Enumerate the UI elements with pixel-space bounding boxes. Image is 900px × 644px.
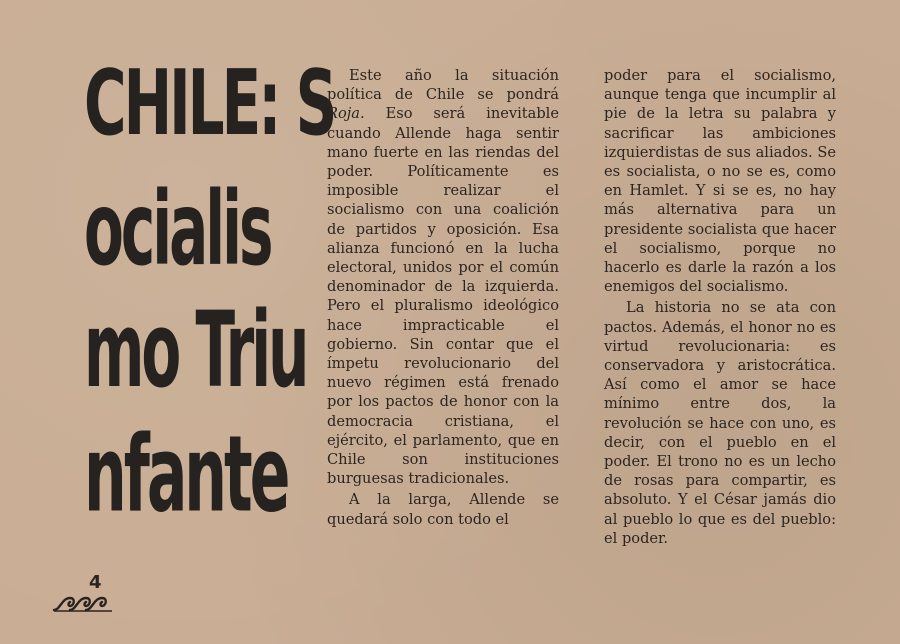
column-1-text-b: Eso será inevitable cuando Allende haga sentir mano fuerte en las riendas del poder. Políticamente es imposible realizar el socialismo con una coalición de partidos y oposición. Esa alianza funcionó en la lucha electoral, unidos por el común denominador de la izquierda. Pero el pluralismo ideológico hace impracticable el gobierno. Sin contar que el ímpetu revolucionario del nuevo régimen está frenado por los pactos de honor con la democracia cristiana, el ejército, el parlamento, que en Chile son instituciones burguesas tradicionales. [327, 105, 559, 488]
column-1-paragraph-2: A la larga, Allende se quedará solo con todo el [327, 491, 559, 528]
headline-line-4: nfante [84, 414, 288, 537]
column-2-paragraph-2: La historia no se ata con pactos. Además, el honor no es virtud revolucionaria: es conservadora y aristocrática. Así como el amor se hace mínimo entre dos, la revolución se hace con uno, es decir, con el pueblo en el poder. El trono no es un lecho de rosas para compartir, es absoluto. Y el César jamás dio al pueblo lo que es del pueblo: el poder. [604, 299, 836, 547]
wave-logo-icon [52, 590, 114, 614]
column-1-text-a: Este año la situación política de Chile se pondrá [327, 67, 559, 104]
article-column-1 [327, 66, 559, 529]
headline-line-1: CHILE: S [84, 50, 335, 156]
headline-line-2: ocialis [84, 169, 271, 289]
headline-line-3: mo Triu [84, 289, 307, 412]
article-column-2 [604, 66, 836, 548]
column-1-paragraph-1 [327, 66, 559, 488]
column-2-paragraph-1: poder para el socialismo, aunque tenga que incumplir al pie de la letra su palabra y sacrificar las ambiciones izquierdistas de sus aliados. Se es socialista, o no se es, como en Hamlet. Y si se es, no hay más alternativa para un presidente socialista que hacer el socialismo, porque no hacerlo es darle la razón a los enemigos del socialismo. [604, 67, 836, 296]
page-number: 4 [89, 572, 102, 593]
column-1-italic-word: Roja. [327, 105, 365, 123]
